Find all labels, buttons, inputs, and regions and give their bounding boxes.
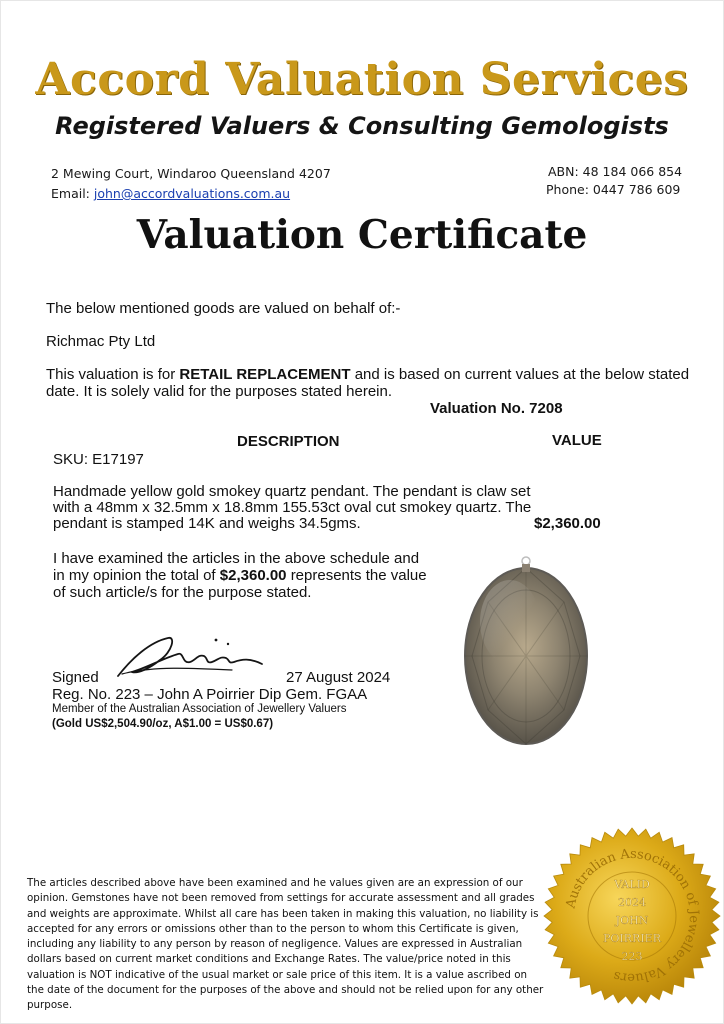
gold-rate: (Gold US$2,504.90/oz, A$1.00 = US$0.67) bbox=[52, 718, 274, 730]
seal-number: 223 bbox=[621, 950, 643, 963]
statement-pre: in my opinion the total of bbox=[53, 567, 216, 584]
description-line-2: with a 48mm x 32.5mm x 18.8mm 155.53ct oval cut smokey quartz. The bbox=[53, 499, 532, 516]
gold-seal bbox=[542, 826, 722, 1006]
intro-text: The below mentioned goods are valued on behalf of:- bbox=[46, 300, 401, 317]
item-value: $2,360.00 bbox=[534, 515, 601, 532]
seal-year: 2024 bbox=[618, 896, 646, 909]
statement-line-2 bbox=[53, 567, 427, 584]
registration-line: Reg. No. 223 – John A Poirrier Dip Gem. FGAA bbox=[52, 686, 368, 703]
statement-line-3: of such article/s for the purpose stated. bbox=[53, 584, 312, 601]
client-name: Richmac Pty Ltd bbox=[46, 333, 156, 350]
company-abn: ABN: 48 184 066 854 bbox=[548, 164, 683, 179]
company-address: 2 Mewing Court, Windaroo Queensland 4207 bbox=[51, 166, 331, 181]
signature-date: 27 August 2024 bbox=[286, 669, 391, 686]
purpose-post: and is based on current values at the below stated bbox=[354, 366, 690, 383]
purpose-type: RETAIL REPLACEMENT bbox=[179, 366, 351, 383]
statement-line-1: I have examined the articles in the above schedule and bbox=[53, 550, 420, 567]
email-link[interactable]: john@accordvaluations.com.au bbox=[93, 186, 291, 201]
seal-first-name: JOHN bbox=[615, 914, 649, 927]
value-header: VALUE bbox=[552, 432, 602, 449]
disclaimer-text: The articles described above have been examined and he values given are an expression of our opinion. Gemstones have not been removed from settings for accurate assessment and all grades and weights are approximate. Whilst all care has been taken in making this valuation, no liability is accepted for any errors or omissions other than to the person to whom this Certificate is given, including any liability to any person by reason of negligence. Values are expressed in Australian dollars based on current market conditions and Exchange Rates. The value/price noted in this valuation is NOT indicative of the usual market or sale price of this item. It is a value ascribed on the date of the document for the purposes of the above and should not be relied upon for any other purpose. bbox=[27, 877, 544, 1012]
email-label: Email: bbox=[51, 186, 90, 201]
association-member: Member of the Australian Association of Jewellery Valuers bbox=[52, 703, 347, 715]
smokey-quartz-pendant-image bbox=[458, 552, 594, 748]
statement-post: represents the value bbox=[290, 567, 427, 584]
purpose-line-1 bbox=[46, 366, 689, 383]
sku: SKU: E17197 bbox=[53, 451, 144, 468]
purpose-pre: This valuation is for bbox=[46, 366, 176, 383]
company-name: Accord Valuation Services bbox=[35, 54, 689, 105]
company-email-row bbox=[51, 186, 290, 201]
description-line-3: pendant is stamped 14K and weighs 34.5gms. bbox=[53, 515, 361, 532]
company-tagline: Registered Valuers & Consulting Gemologists bbox=[55, 112, 669, 140]
statement-total: $2,360.00 bbox=[219, 567, 287, 584]
company-phone: Phone: 0447 786 609 bbox=[546, 182, 681, 197]
handwritten-signature bbox=[112, 628, 280, 686]
description-line-1: Handmade yellow gold smokey quartz pendant. The pendant is claw set bbox=[53, 483, 531, 500]
certificate-title: Valuation Certificate bbox=[136, 212, 588, 258]
valuation-number: Valuation No. 7208 bbox=[430, 400, 563, 417]
description-header: DESCRIPTION bbox=[237, 433, 340, 450]
seal-valid: VALID bbox=[614, 878, 650, 891]
seal-last-name: POIRRIER bbox=[603, 932, 661, 945]
seal-ring-text: Australian Association of Jewellery Valuers bbox=[563, 846, 702, 986]
purpose-line-2: date. It is solely valid for the purposes stated herein. bbox=[46, 383, 393, 400]
signed-label: Signed bbox=[52, 669, 99, 686]
